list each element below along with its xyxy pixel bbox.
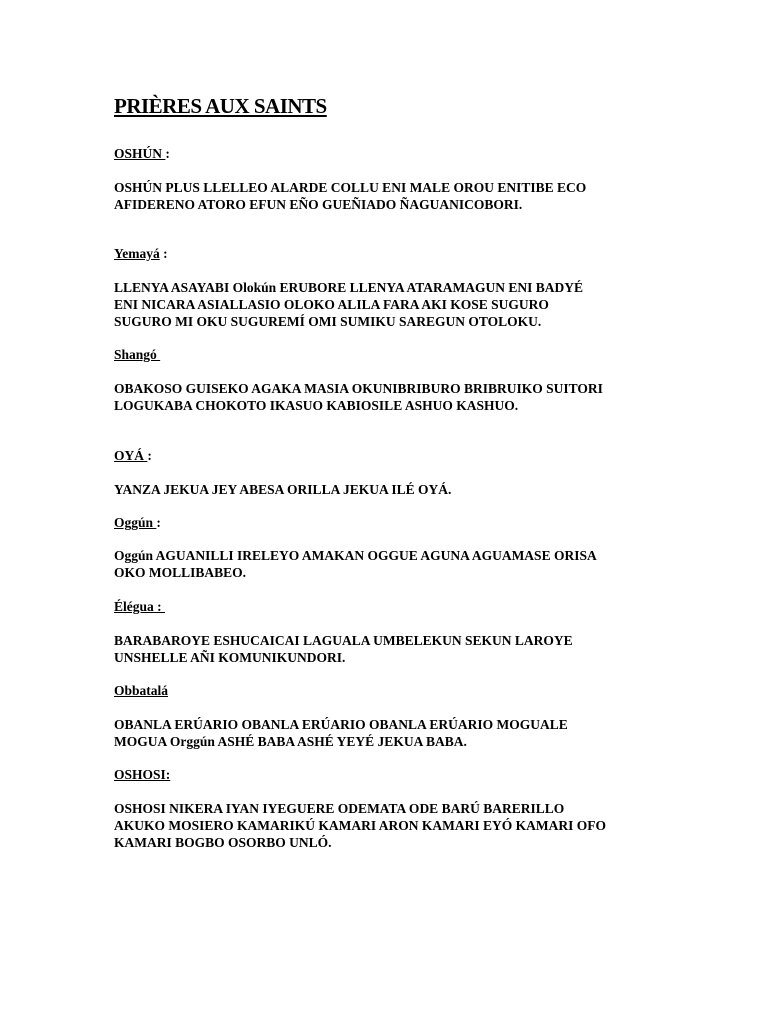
section-name: OYÁ [114,448,148,463]
prayer-text-oshosi [114,800,680,851]
section-heading-elegua [114,599,165,615]
prayer-text-oya [114,481,668,498]
prayer-line: AKUKO MOSIERO KAMARIKÚ KAMARI ARON KAMARI EYÓ KAMARI OFO [114,818,606,833]
prayer-text-oggun [114,547,668,581]
section-name: Oggún [114,515,157,530]
section-name: OSHÚN [114,146,166,161]
prayer-line: OBAKOSO GUISEKO AGAKA MASIA OKUNIBRIBURO BRIBRUIKO SUITORI [114,381,603,396]
section-heading-oggun [114,515,161,531]
section-heading-shango [114,347,160,363]
prayer-line: Oggún AGUANILLI IRELEYO AMAKAN OGGUE AGUNA AGUAMASE ORISA [114,548,597,563]
section-heading-obbatala [114,683,168,699]
prayer-text-shango [114,380,668,414]
prayer-line: OBANLA ERÚARIO OBANLA ERÚARIO OBANLA ERÚARIO MOGUALE [114,717,568,732]
prayer-line: ENI NICARA ASIALLASIO OLOKO ALILA FARA AKI KOSE SUGURO [114,297,549,312]
prayer-line: LLENYA ASAYABI Olokún ERUBORE LLENYA ATARAMAGUN ENI BADYÉ [114,280,584,295]
prayer-text-obbatala [114,716,668,750]
prayer-text-oshun [114,179,628,213]
section-name: OSHOSI: [114,767,171,782]
prayer-line: BARABAROYE ESHUCAICAI LAGUALA UMBELEKUN SEKUN LAROYE [114,633,573,648]
section-suffix: : [147,448,152,463]
section-name: Yemayá [114,246,160,261]
prayer-text-elegua [114,632,668,666]
prayer-line: KAMARI BOGBO OSORBO UNLÓ. [114,835,332,850]
prayer-line: SUGURO MI OKU SUGUREMÍ OMI SUMIKU SAREGUN OTOLOKU. [114,314,542,329]
section-suffix: : [159,246,168,261]
section-name: Élégua : [114,599,166,614]
prayer-line: OSHÚN PLUS LLELLEO ALARDE COLLU ENI MALE OROU ENITIBE ECO [114,180,587,195]
prayer-line: AFIDERENO ATORO EFUN EÑO GUEÑIADO ÑAGUANICOBORI. [114,197,523,212]
section-heading-yemaya [114,246,168,262]
section-heading-oshosi [114,767,170,783]
prayer-line: LOGUKABA CHOKOTO IKASUO KABIOSILE ASHUO KASHUO. [114,398,519,413]
prayer-text-yemaya [114,279,628,330]
section-suffix: : [165,146,170,161]
prayer-line: UNSHELLE AÑI KOMUNIKUNDORI. [114,650,346,665]
prayer-line: OKO MOLLIBABEO. [114,565,247,580]
section-heading-oya [114,448,152,464]
prayer-line: YANZA JEKUA JEY ABESA ORILLA JEKUA ILÉ OYÁ. [114,482,452,497]
prayer-line: OSHOSI NIKERA IYAN IYEGUERE ODEMATA ODE BARÚ BARERILLO [114,801,565,816]
section-heading-oshun [114,146,170,162]
section-suffix: : [156,515,161,530]
section-name: Obbatalá [114,683,169,698]
page-title: PRIÈRES AUX SAINTS [114,94,327,118]
prayer-line: MOGUA Orggún ASHÉ BABA ASHÉ YEYÉ JEKUA BABA. [114,734,467,749]
section-name: Shangó [114,347,161,362]
